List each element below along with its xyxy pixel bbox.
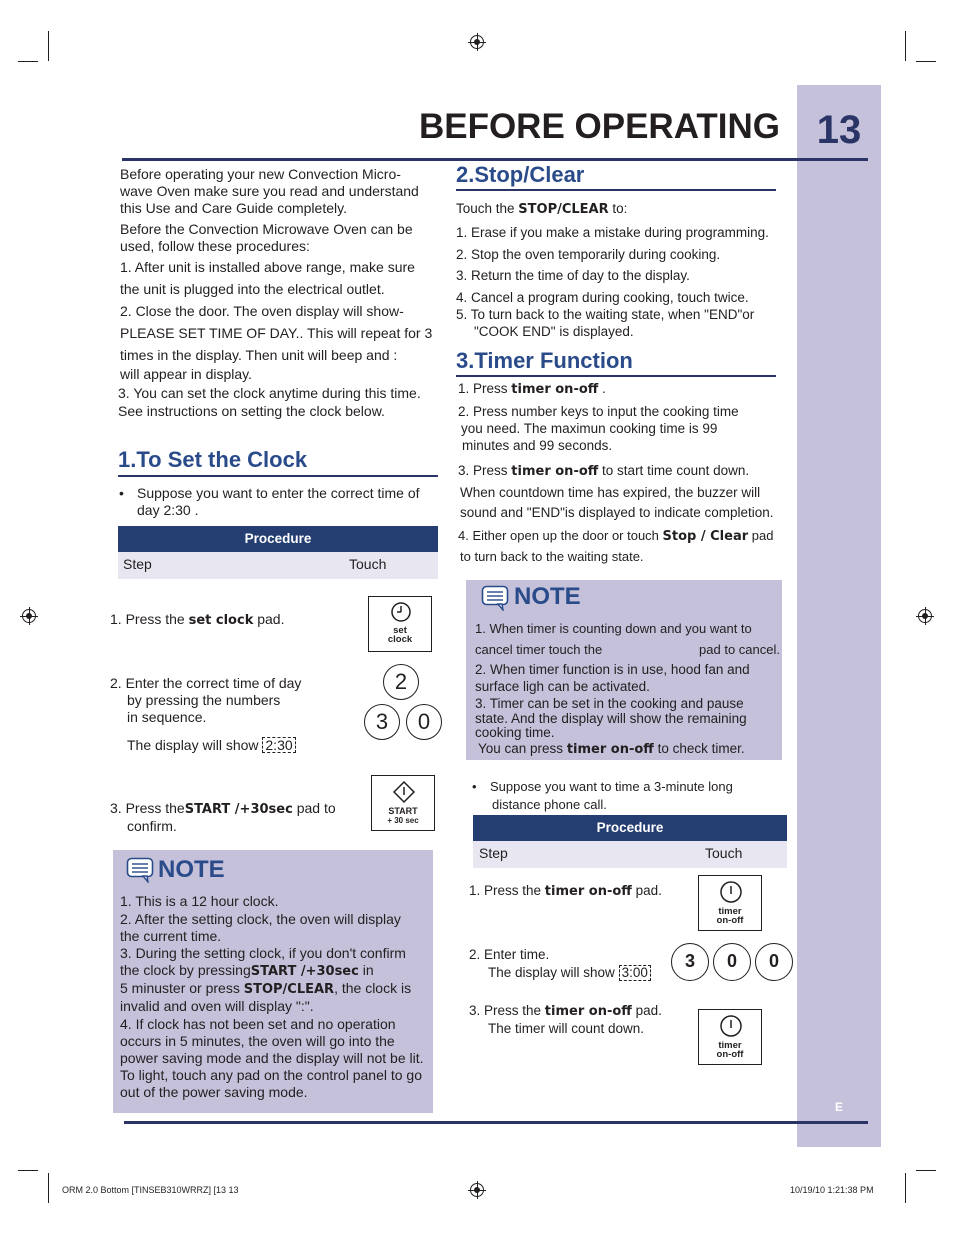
language-letter: E <box>834 1100 843 1114</box>
stop-clear-intro: Touch the STOP/CLEAR to: <box>456 201 628 217</box>
section-heading-stop-clear: 2.Stop/Clear <box>456 162 585 187</box>
set-clock-step3: 3. Press theSTART /+30sec pad to confirm. <box>110 800 336 834</box>
section-heading-timer: 3.Timer Function <box>456 348 633 373</box>
registration-mark-icon <box>470 1183 484 1197</box>
header-rule <box>122 158 868 161</box>
number-key-0[interactable]: 0 <box>406 704 442 740</box>
note-items: 1. This is a 12 hour clock. 2. After the setting clock, the oven will display the current time. 3. During the setting clock, if you don't confirm the clock by pressingSTART /+30sec in 5 minuster or press STOP/CLEAR, the clock is invalid and oven will display ":". 4. If clock has not been set and no operation occurs in 5 minutes, the oven will go into the power saving mode and the display will not be lit. To light, touch any pad on the control panel to go out of the power saving mode. <box>120 893 424 1100</box>
timer-step4: 4. Either open up the door or touch Stop / Clear pad to turn back to the waiting state. <box>458 528 774 564</box>
note-title: NOTE <box>158 856 225 883</box>
set-clock-display: The display will show 2:30 <box>127 737 296 754</box>
set-clock-step2: 2. Enter the correct time of day by pressing the numbers in sequence. <box>110 675 302 725</box>
note-icon <box>481 585 509 611</box>
timer-icon <box>719 880 743 904</box>
page-sidebar <box>797 85 881 1147</box>
timer-example-bullet: • Suppose you want to time a 3-minute long distance phone call. <box>490 778 780 814</box>
crop-mark <box>48 1173 49 1203</box>
timer-example-step3: 3. Press the timer on-off pad. The timer will count down. <box>469 1003 662 1036</box>
note-box-timer <box>466 580 782 760</box>
crop-mark <box>905 1173 906 1203</box>
number-key-0[interactable]: 0 <box>713 943 751 981</box>
list-item: 3. Return the time of day to the display. <box>456 268 690 283</box>
timer-example-step1: 1. Press the timer on-off pad. <box>469 883 662 899</box>
section-rule <box>118 475 438 477</box>
note-items: 1. When timer is counting down and you want to cancel timer touch the pad to cancel. 2. When timer function is in use, hood fan and surface ligh can be activated. 3. Timer can be set in the cooking and pause state. And the display will show the remaining cooking time. You can press timer on-off to check timer. <box>475 621 780 757</box>
print-slug-left: ORM 2.0 Bottom [TINSEB310WRRZ] [13 13 <box>62 1185 239 1195</box>
list-item: 2. Stop the oven temporarily during cooking. <box>456 246 721 262</box>
stop-clear-item5: 5. To turn back to the waiting state, when "END"or "COOK END" is displayed. <box>456 307 755 339</box>
intro-text: Before operating your new Convection Micro- wave Oven make sure you read and understand this Use and Care Guide completely. Before the Convection Microwave Oven can be used, follow these procedures: <box>120 166 419 254</box>
section-rule <box>456 189 776 191</box>
list-item: 1. Erase if you make a mistake during programming. <box>456 225 769 240</box>
crop-mark <box>916 61 936 62</box>
start-icon <box>392 780 416 804</box>
timer-example-step2: 2. Enter time. The display will show 3:00 <box>469 946 651 981</box>
start-30sec-pad[interactable]: START + 30 sec <box>371 775 435 831</box>
intro-steps: 1. After unit is installed above range, make sure the unit is plugged into the electrical outlet. 2. Close the door. The oven display will show- PLEASE SET TIME OF DAY.. This will repeat for 3 times in the display. Then unit will beep and : will appear in display. <box>120 259 433 382</box>
number-key-0[interactable]: 0 <box>755 943 793 981</box>
timer-step1: 1. Press timer on-off . <box>458 381 606 397</box>
set-clock-bullet: • Suppose you want to enter the correct time of day 2:30 . <box>137 485 442 519</box>
number-key-2[interactable]: 2 <box>383 664 419 700</box>
footer-rule <box>124 1121 868 1124</box>
registration-mark-icon <box>470 35 484 49</box>
number-key-3[interactable]: 3 <box>364 704 400 740</box>
note-icon <box>126 857 154 883</box>
page-number: 13 <box>816 108 862 152</box>
procedure-columns: Step Touch <box>118 552 438 579</box>
crop-mark <box>905 31 906 61</box>
clock-icon <box>390 601 412 623</box>
crop-mark <box>18 61 38 62</box>
timer-step2: 2. Press number keys to input the cooking time you need. The maximun cooking time is 99 minutes and 99 seconds. <box>458 404 739 453</box>
stop-clear-list <box>456 222 786 308</box>
note-box-clock <box>113 850 433 1113</box>
section-heading-set-clock: 1.To Set the Clock <box>118 447 308 472</box>
note-title: NOTE <box>514 583 581 610</box>
crop-mark <box>48 31 49 61</box>
display-value: 3:00 <box>619 965 651 981</box>
crop-mark <box>18 1170 38 1171</box>
registration-mark-icon <box>22 609 36 623</box>
procedure-header: Procedure <box>473 815 787 841</box>
timer-icon <box>719 1014 743 1038</box>
list-item: 4. Cancel a program during cooking, touch twice. <box>456 289 749 305</box>
set-clock-step1: 1. Press the set clock pad. <box>110 611 285 628</box>
number-key-3[interactable]: 3 <box>671 943 709 981</box>
timer-on-off-pad[interactable]: timer on-off <box>698 1009 762 1065</box>
registration-mark-icon <box>918 609 932 623</box>
procedure-header: Procedure <box>118 526 438 552</box>
set-clock-pad[interactable]: set clock <box>368 596 432 652</box>
display-value: 2:30 <box>262 737 295 753</box>
page-title: BEFORE OPERATING <box>418 107 780 146</box>
timer-step3: 3. Press timer on-off to start time count down. When countdown time has expired, the buzzer will sound and "END"is displayed to indicate completion. <box>458 463 774 520</box>
intro-step3: 3. You can set the clock anytime during this time. See instructions on setting the clock below. <box>118 385 421 419</box>
section-rule <box>456 375 776 377</box>
timer-on-off-pad[interactable]: timer on-off <box>698 875 762 931</box>
print-slug-right: 10/19/10 1:21:38 PM <box>790 1185 874 1195</box>
crop-mark <box>916 1170 936 1171</box>
procedure-columns: Step Touch <box>473 841 787 868</box>
